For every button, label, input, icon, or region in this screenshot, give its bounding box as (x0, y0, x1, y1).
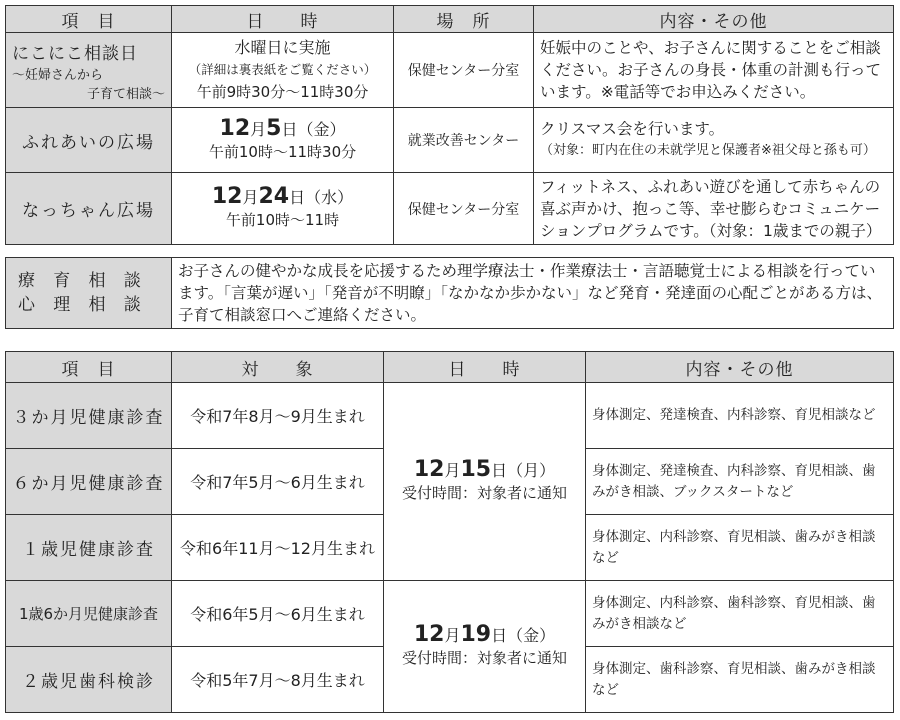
consult-table (5, 257, 894, 329)
date-day: 24 (258, 184, 290, 209)
date-cell (172, 173, 394, 245)
place-cell: 就業改善センター (394, 108, 534, 173)
reception-time: 受付時間：対象者に通知 (401, 484, 567, 502)
date-month-unit: 月 (250, 119, 267, 139)
date-time: 午前10時～11時 (225, 211, 340, 229)
consult-label-char: 談 (123, 271, 141, 291)
header-item: 項 目 (6, 352, 172, 383)
consult-label-row (6, 269, 171, 293)
checkup-item: ２歳児歯科検診 (6, 647, 172, 713)
date-month-unit: 月 (444, 461, 461, 480)
header-place: 場 所 (394, 6, 534, 33)
content-line: クリスマス会を行います。 (540, 120, 725, 138)
date-time: 午前10時～11時30分 (208, 142, 357, 161)
header-content: 内容・その他 (586, 352, 894, 383)
checkup-content: 身体測定、歯科診察、育児相談、歯みがき相談など (586, 647, 894, 713)
date-text: 水曜日に実施 (234, 38, 331, 57)
date-day: 5 (266, 115, 282, 141)
consult-label-char: 相 (88, 271, 106, 291)
checkup-target: 令和6年11月～12月生まれ (172, 515, 384, 581)
header-datetime: 日 時 (172, 6, 394, 33)
checkup-target: 令和7年5月～6月生まれ (172, 449, 384, 515)
checkup-target: 令和7年8月～9月生まれ (172, 383, 384, 449)
checkup-date-cell (384, 581, 586, 713)
consult-label-char: 育 (53, 271, 71, 291)
item-subtitle: ～妊婦さんから (12, 67, 104, 83)
consult-label-char: 心 (18, 295, 35, 315)
content-cell (534, 108, 894, 173)
date-day: 19 (460, 622, 492, 647)
checkup-content: 身体測定、内科診察、歯科診察、育児相談、歯みがき相談など (586, 581, 894, 647)
consult-label-char: 療 (18, 271, 35, 291)
date-day-unit: 日（金） (281, 119, 346, 139)
item-subtitle: 子育て相談～ (86, 86, 165, 102)
place-cell: 保健センター分室 (394, 33, 534, 108)
date-month: 12 (211, 184, 243, 209)
place-cell: 保健センター分室 (394, 173, 534, 245)
date-day-unit: 日（金） (491, 626, 556, 645)
checkup-content: 身体測定、発達検査、内科診察、育児相談など (586, 383, 894, 449)
date-month-unit: 月 (444, 626, 461, 645)
header-content: 内容・その他 (534, 6, 894, 33)
consult-label-cell (6, 258, 172, 329)
date-day: 15 (460, 457, 492, 482)
date-month-unit: 月 (242, 188, 259, 207)
header-datetime: 日 時 (384, 352, 586, 383)
schedule-table-1 (5, 5, 894, 245)
date-time: 午前9時30分～11時30分 (196, 83, 369, 101)
item-title: にこにこ相談日 (12, 43, 138, 64)
checkup-content: 身体測定、発達検査、内科診察、育児相談、歯みがき相談、ブックスタートなど (586, 449, 894, 515)
date-day-unit: 日（月） (491, 461, 556, 480)
date-month: 12 (413, 622, 445, 647)
date-month: 12 (413, 457, 445, 482)
content-cell: 妊娠中のことや、お子さんに関することをご相談ください。お子さんの身長・体重の計測も行っています。※電話等でお申込みください。 (534, 33, 894, 108)
reception-time: 受付時間：対象者に通知 (401, 649, 567, 667)
checkup-item: ３か月児健康診査 (6, 383, 172, 449)
consult-text: お子さんの健やかな成長を応援するため理学療法士・作業療法士・言語聴覚士による相談を行っています。「言葉が遅い」「発音が不明瞭」「なかなか歩かない」など発育・発達面の心配ごとがある方は、子育て相談窓口へご連絡ください。 (172, 258, 894, 329)
checkup-item: １歳児健康診査 (6, 515, 172, 581)
checkup-content: 身体測定、内科診察、育児相談、歯みがき相談など (586, 515, 894, 581)
header-target: 対 象 (172, 352, 384, 383)
date-cell (172, 108, 394, 173)
date-cell (172, 33, 394, 108)
date-month: 12 (219, 115, 251, 141)
consult-label-char: 談 (123, 295, 141, 315)
consult-label-char: 相 (88, 295, 106, 315)
checkup-date-cell (384, 383, 586, 581)
checkup-target: 令和6年5月～6月生まれ (172, 581, 384, 647)
content-cell: フィットネス、ふれあい遊びを通して赤ちゃんの喜ぶ声かけ、抱っこ等、幸せ膨らむコミュニケーションプログラムです。（対象：1歳までの親子） (534, 173, 894, 245)
date-day-unit: 日（水） (289, 188, 354, 207)
checkup-table (5, 351, 894, 713)
checkup-item: ６か月児健康診査 (6, 449, 172, 515)
checkup-item: 1歳6か月児健康診査 (6, 581, 172, 647)
item-cell (6, 33, 172, 108)
consult-label-row (6, 293, 171, 317)
date-note: （詳細は裏表紙をご覧ください） (188, 62, 377, 77)
item-title: なっちゃん広場 (6, 173, 172, 245)
header-item: 項 目 (6, 6, 172, 33)
checkup-target: 令和5年7月～8月生まれ (172, 647, 384, 713)
item-title: ふれあいの広場 (6, 108, 172, 173)
consult-label-char: 理 (53, 295, 71, 315)
content-line: （対象：町内在住の未就学児と保護者※祖父母と孫も可） (540, 143, 876, 158)
